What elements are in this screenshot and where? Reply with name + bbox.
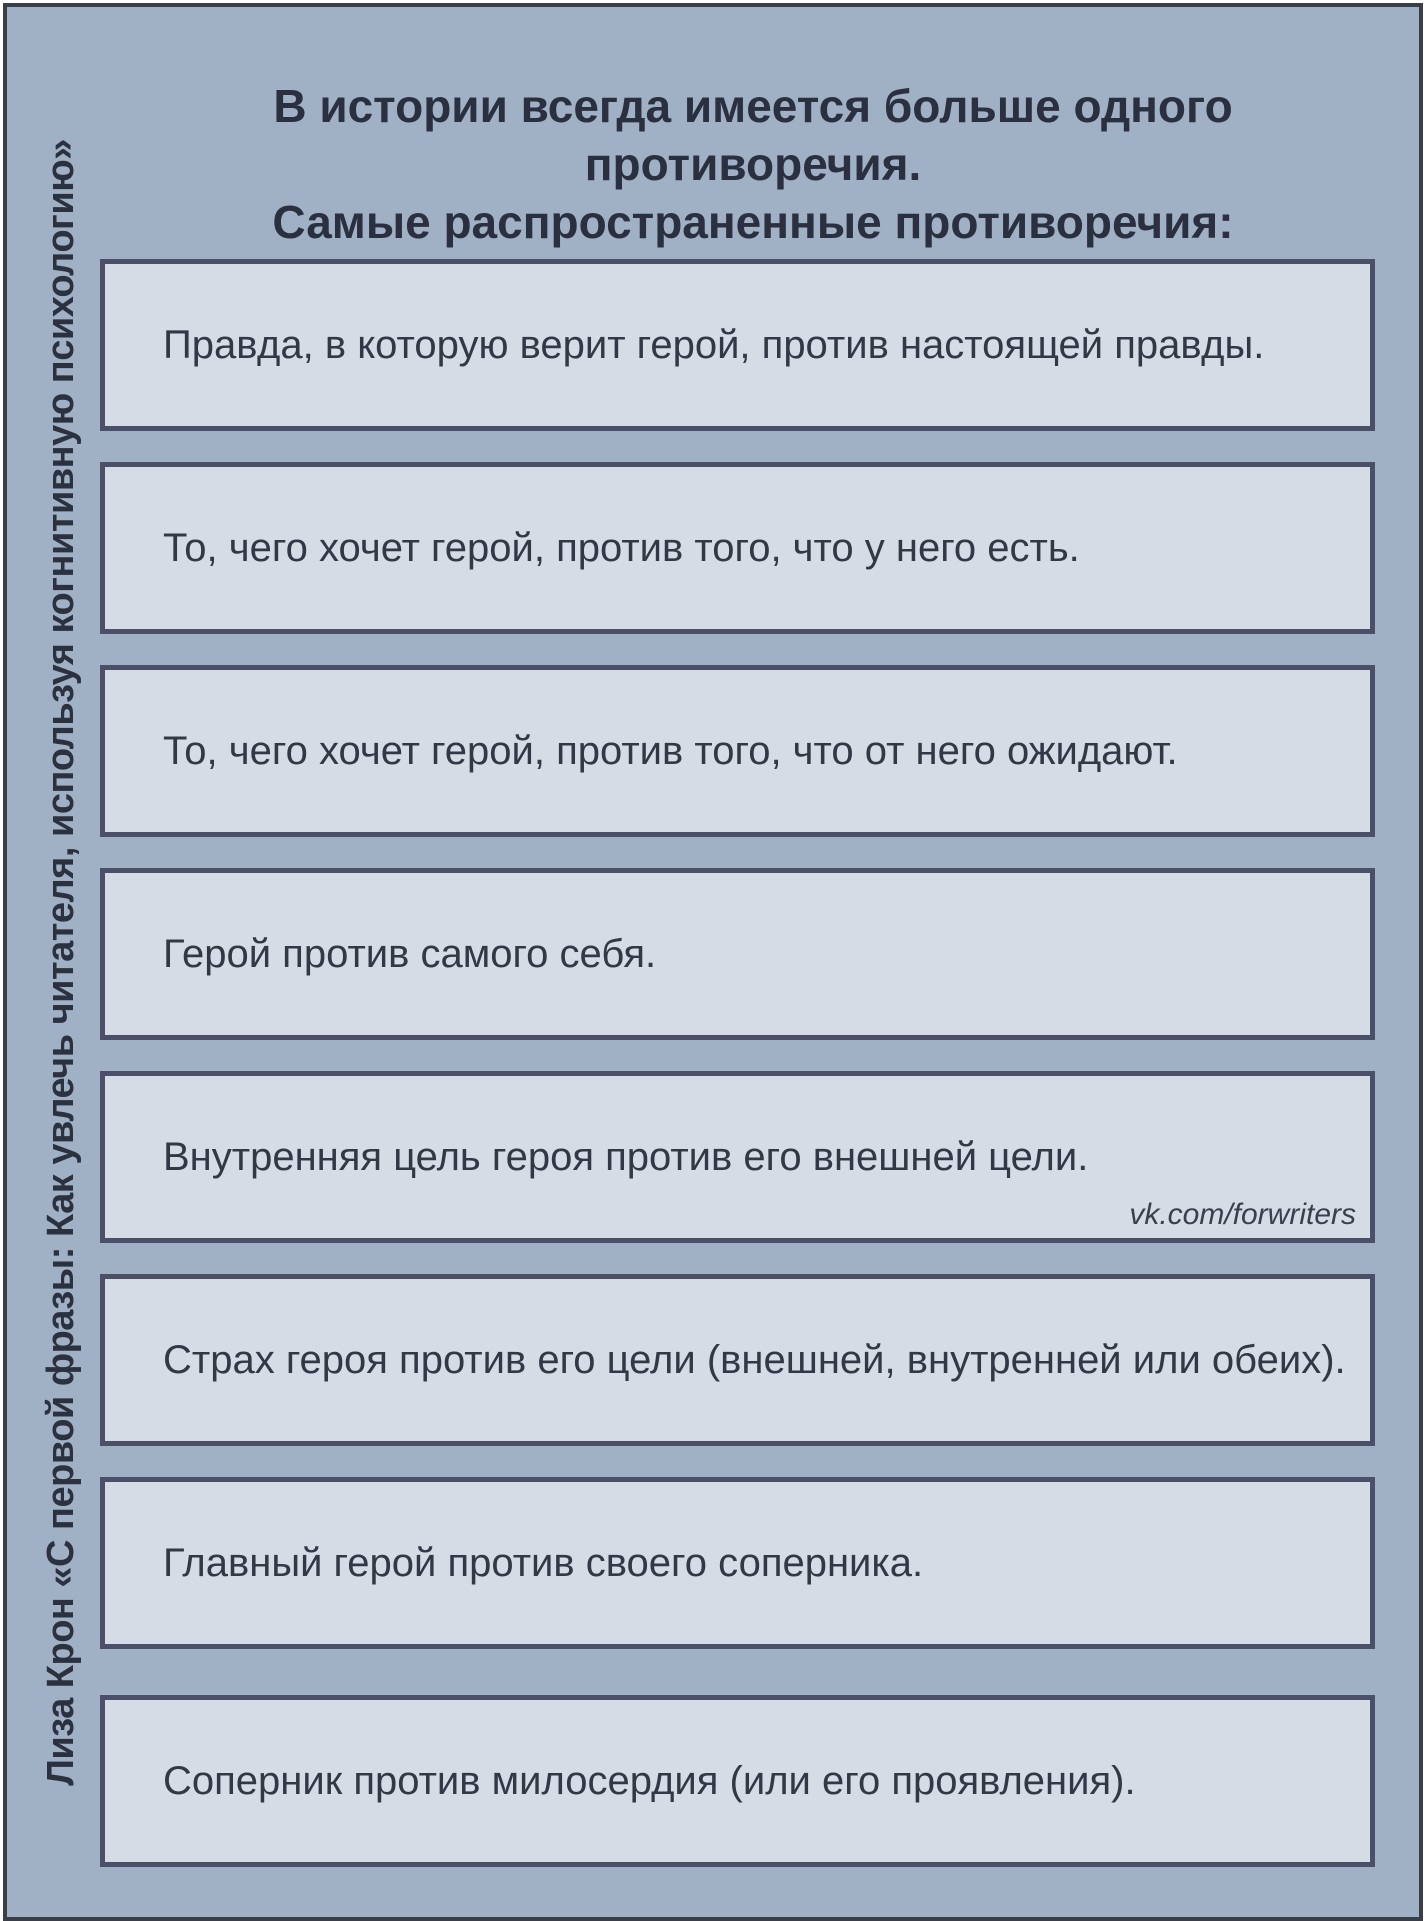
watermark-link-text: vk.com/forwriters <box>1129 1198 1356 1231</box>
list-item <box>100 1071 1375 1243</box>
infographic-card <box>3 3 1423 1921</box>
list-item-text: Соперник против милосердия (или его проявления). <box>163 1758 1136 1803</box>
list-item <box>100 1477 1375 1649</box>
list-item-text: То, чего хочет герой, против того, что от него ожидают. <box>163 728 1178 773</box>
list-item-text: То, чего хочет герой, против того, что у него есть. <box>163 525 1080 570</box>
list-item <box>100 1274 1375 1446</box>
list-item <box>100 462 1375 634</box>
title-line-2: Самые распространенные противоречия: <box>272 196 1234 248</box>
book-source-text: Лиза Крон «С первой фразы: Как увлечь читателя, используя когнитивную психологию» <box>39 138 82 1786</box>
list-item-text: Герой против самого себя. <box>163 931 657 976</box>
list-item-text: Правда, в которую верит герой, против настоящей правды. <box>163 322 1265 367</box>
list-item <box>100 1695 1375 1867</box>
list-item <box>100 868 1375 1040</box>
list-item <box>100 259 1375 431</box>
list-item-text: Страх героя против его цели (внешней, внутренней или обеих). <box>163 1337 1346 1382</box>
list-item <box>100 665 1375 837</box>
title-line-1: В истории всегда имеется больше одного противоречия. <box>273 80 1233 190</box>
page-title <box>103 77 1403 251</box>
book-source-caption <box>25 37 97 1887</box>
list-item-text: Внутренняя цель героя против его внешней цели. <box>163 1134 1089 1179</box>
list-item-text: Главный герой против своего соперника. <box>163 1540 924 1585</box>
